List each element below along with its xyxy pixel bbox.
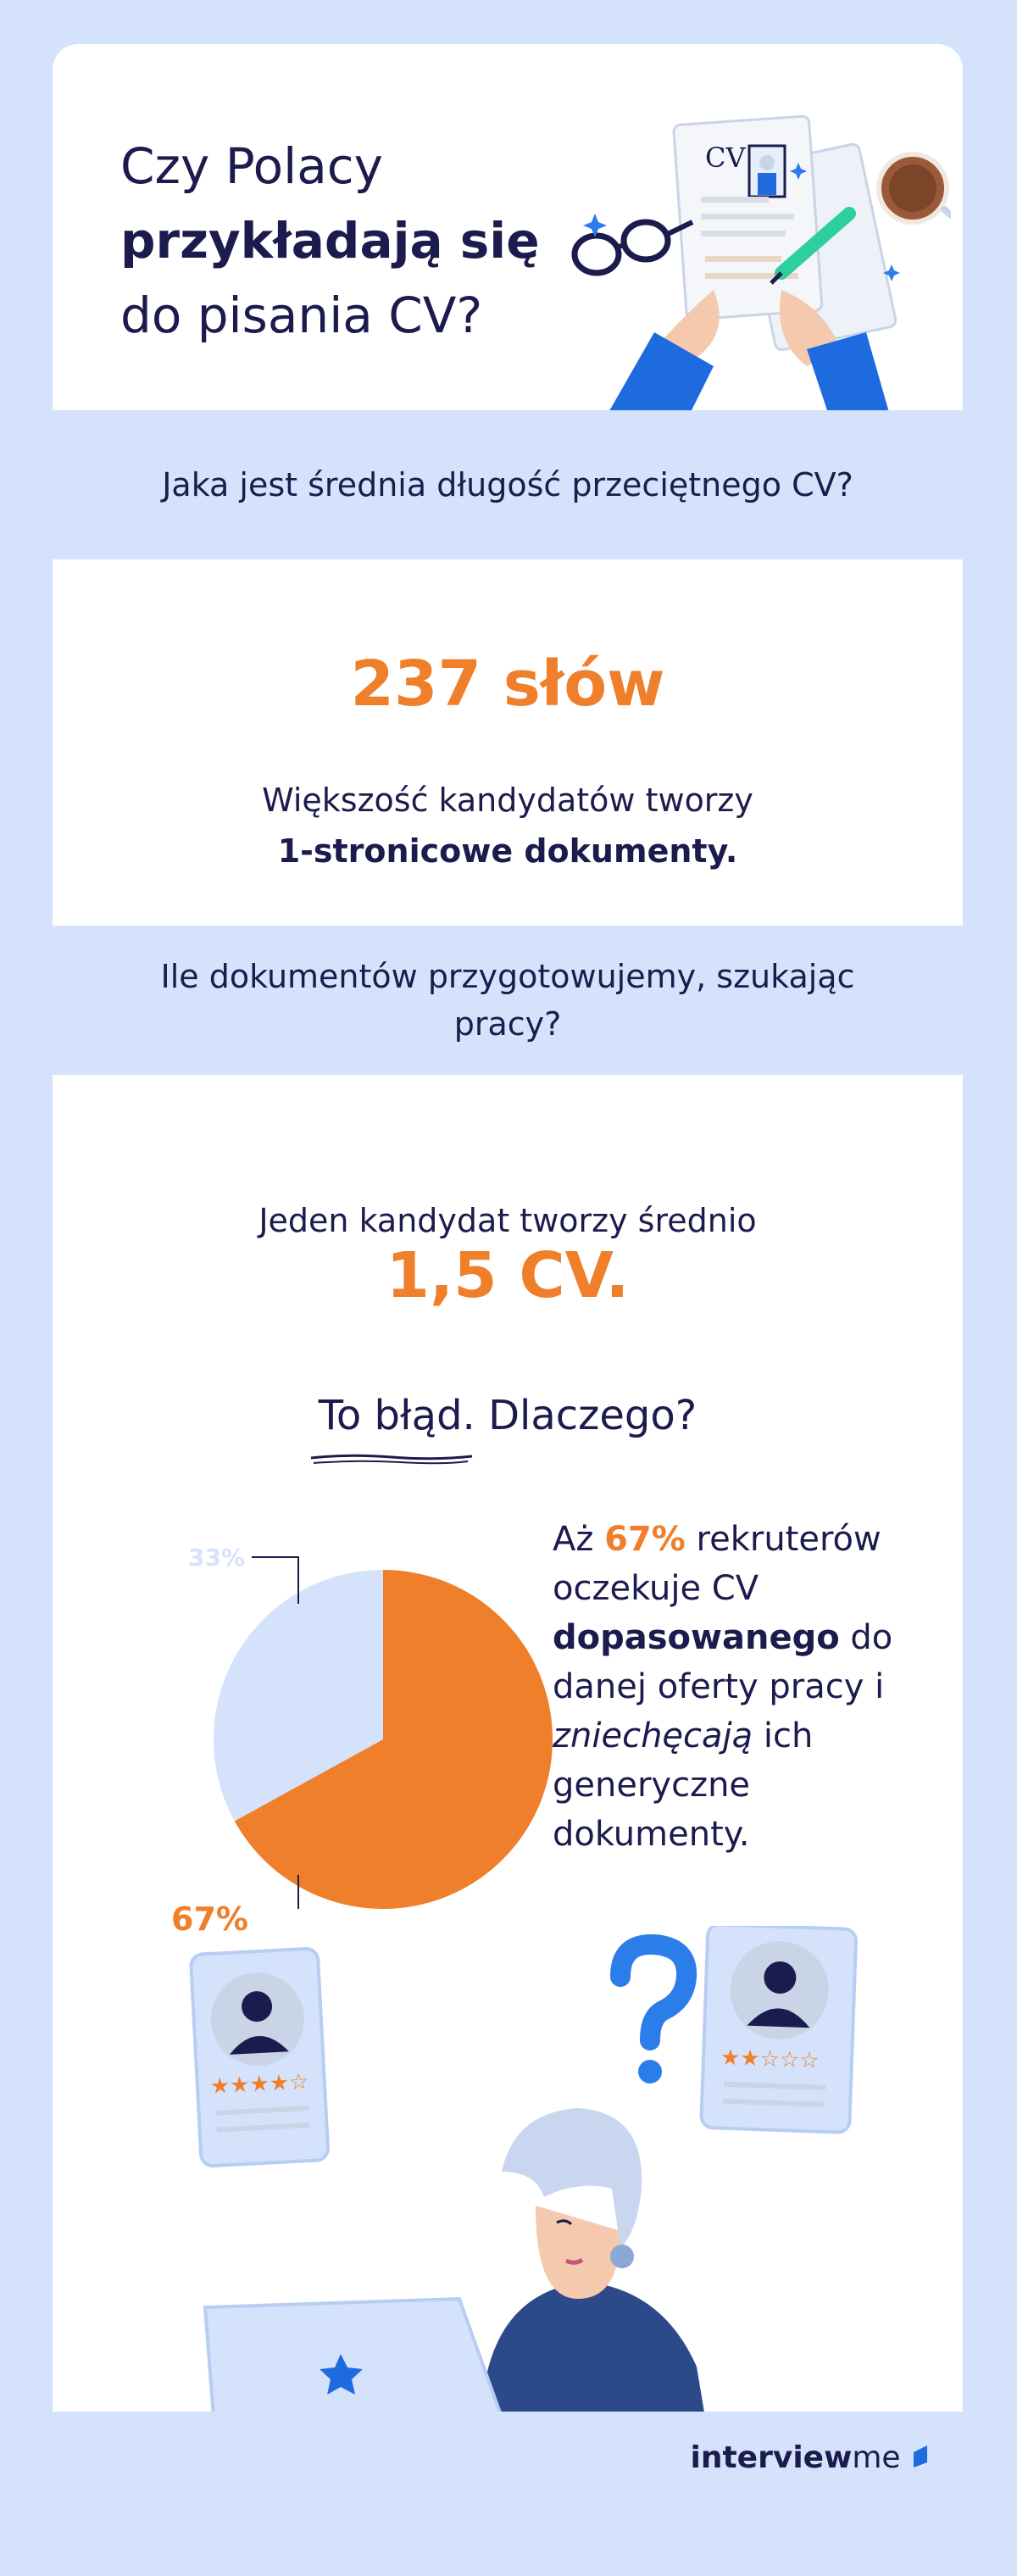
subhead-emphasis: To błąd. [318,1392,475,1439]
infographic-card [53,44,963,2509]
profile-card-right [701,1926,856,2133]
stat-suffix: ich generyczne dokumenty. [553,1716,814,1854]
stat-italic: zniechęcają [553,1716,753,1755]
question-mark-icon [620,1945,686,2084]
question-band-1 [53,410,963,559]
rating-stars-4: ★★★★☆ [209,2069,310,2100]
pie-chart-svg [103,1468,578,1909]
logo-mark-icon [910,2444,932,2469]
subhead [53,1392,963,1439]
stat-mid1: rekruterów oczekuje CV [553,1520,881,1608]
pie-label-67: 67% [171,1900,248,1938]
scribble-underline [307,1451,476,1468]
pie-label-33: 33% [188,1544,246,1572]
leader-line-33 [252,1557,298,1604]
title-line-3: do pisania CV? [120,287,483,344]
stat-percent: 67% [604,1520,686,1559]
page-title [120,129,540,353]
statistic-text [553,1515,925,1859]
candidate-illustration [180,1926,909,2417]
footer [53,2412,963,2509]
laptop-icon [205,2299,502,2417]
title-line-2: przykładają się [120,212,540,270]
cv-text: CV [705,142,746,174]
question-1: Jaka jest średnia długość przeciętnego CV? [162,466,853,504]
coffee-cup-icon [879,154,951,222]
pie-chart [103,1468,578,1938]
interviewme-logo [691,2440,933,2475]
person-illustration [485,2108,705,2417]
subhead-rest: Dlaczego? [475,1392,697,1439]
average-cv-count: 1,5 CV. [386,1239,630,1312]
stat-prefix: Aż [553,1520,605,1559]
title-line-1: Czy Polacy [120,137,383,195]
stat-mid2: do danej oferty pracy i [553,1618,893,1706]
rating-stars-2: ★★☆☆☆ [720,2045,820,2074]
question-2: Ile dokumentów przygotowujemy, szukając pracy? [160,958,855,1043]
logo-part1: interview [690,2440,853,2475]
logo-part2: me [852,2440,901,2475]
section2-text: Jeden kandydat tworzy średnio [258,1202,757,1239]
section1-text [53,775,963,876]
cv-writing-illustration [527,95,951,417]
section1-text-line2: 1-stronicowe dokumenty. [277,832,738,870]
section1-text-line1: Większość kandydatów tworzy [262,782,753,819]
average-word-count: 237 słów [350,648,665,721]
stat-bold: dopasowanego [553,1618,840,1657]
profile-card-left [191,1948,329,2167]
question-band-2 [53,926,963,1075]
